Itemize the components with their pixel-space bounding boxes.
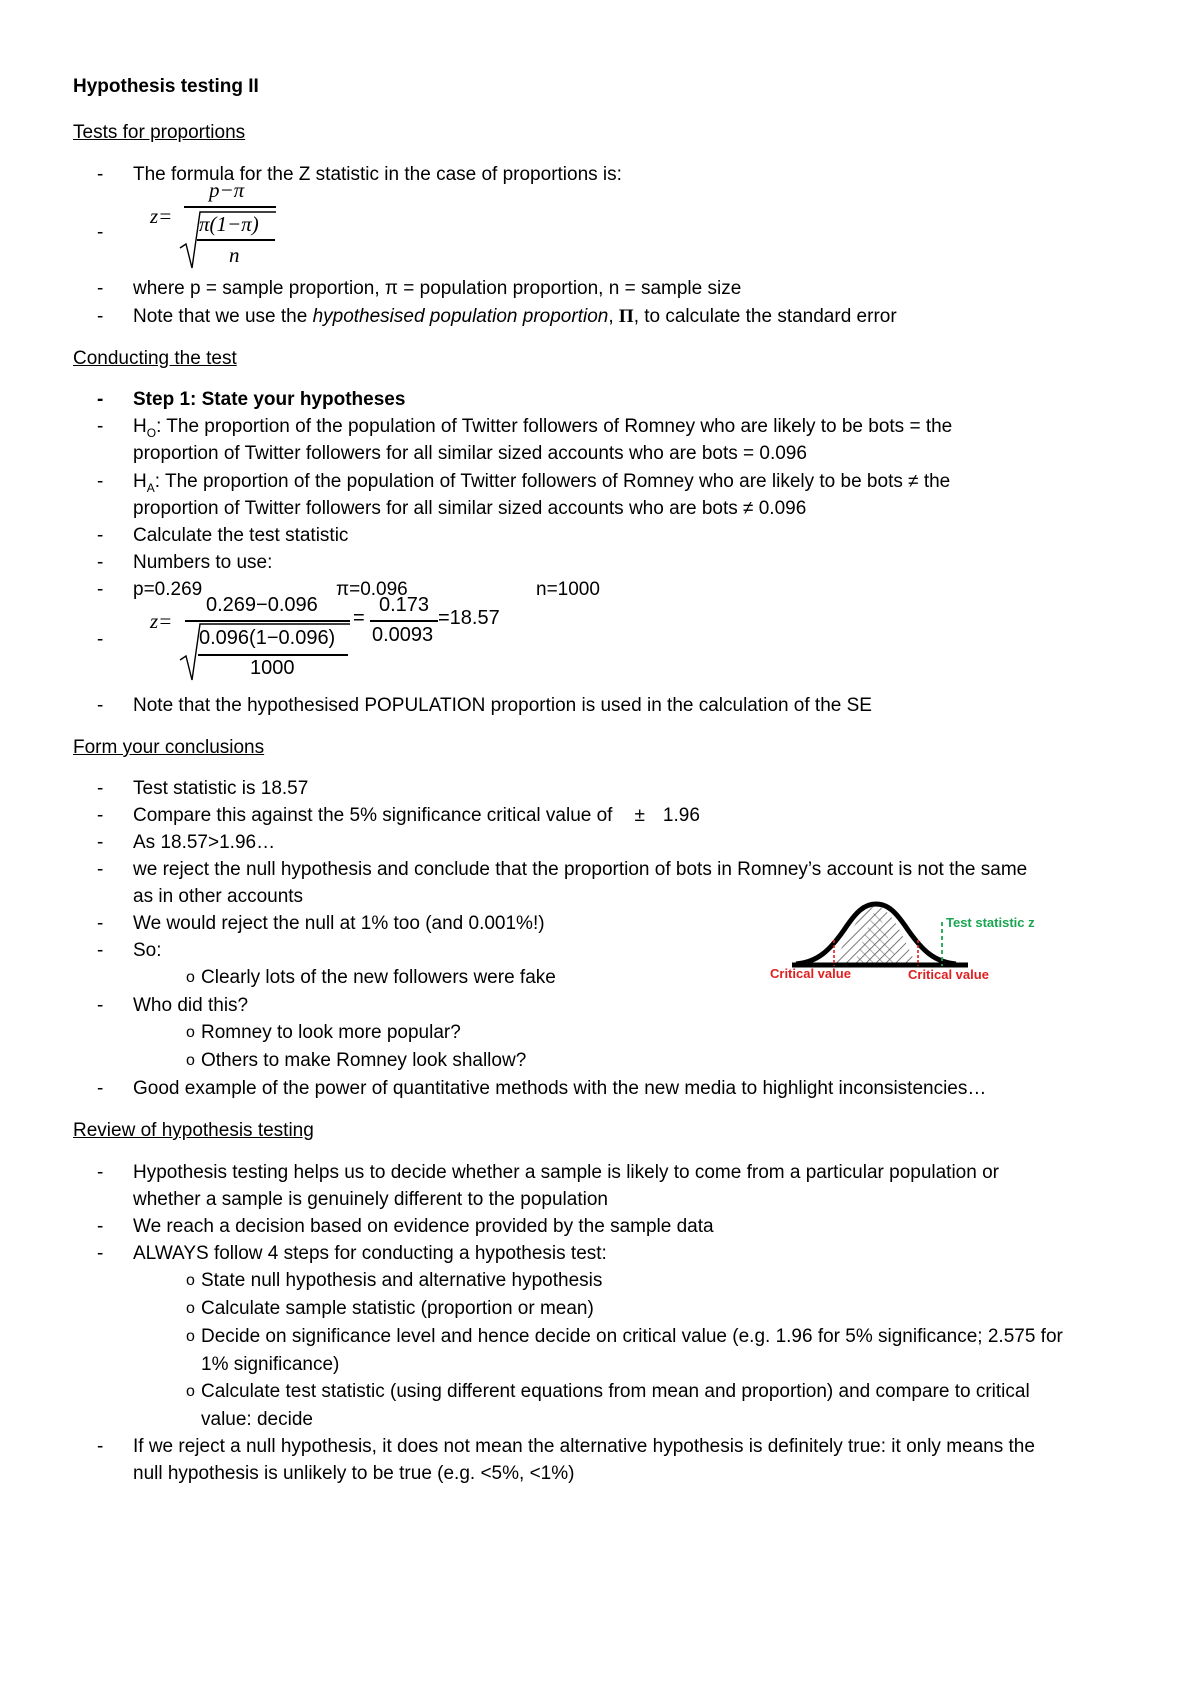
review-step-decide-line1: Decide on significance level and hence decide on critical value (e.g. 1.96 for 5% significance; 2.575 for — [201, 1326, 1063, 1347]
dash-marker: - — [97, 859, 104, 880]
section-heading-conclusions: Form your conclusions — [73, 737, 265, 758]
review-reject-line1: If we reject a null hypothesis, it does not mean the alternative hypothesis is definitely true: it only means the — [133, 1436, 1035, 1457]
formula-intro: The formula for the Z statistic in the case of proportions is: — [133, 164, 622, 185]
review-purpose-line1: Hypothesis testing helps us to decide whether a sample is likely to come from a particular population or — [133, 1162, 999, 1183]
dash-marker: - — [97, 389, 104, 410]
value-p: p=0.269 — [133, 579, 203, 600]
null-hypothesis-line2: proportion of Twitter followers for all similar sized accounts who are bots = 0.096 — [133, 443, 807, 464]
dash-marker: - — [97, 1243, 104, 1264]
conclusion-so: So: — [133, 940, 162, 961]
dash-marker: - — [97, 695, 104, 716]
review-step-calculate: Calculate sample statistic (proportion or mean) — [201, 1298, 594, 1319]
document-title: Hypothesis testing II — [73, 76, 259, 97]
conclusion-test-statistic: Test statistic is 18.57 — [133, 778, 309, 799]
conclusion-who: Who did this? — [133, 995, 249, 1016]
review-purpose-line2: whether a sample is genuinely different to the population — [133, 1189, 608, 1210]
bullet-marker: o — [186, 1052, 195, 1069]
conclusion-compare: Compare this against the 5% significance critical value of ± 1.96 — [133, 805, 700, 826]
null-hypothesis-line1: $H_O$: The proportion of the population of Twitter followers of Romney who are likely to be bots = the — [133, 416, 953, 440]
dash-marker: - — [97, 913, 104, 934]
dash-marker: - — [97, 940, 104, 961]
critical-value-left-label: Critical value — [770, 966, 851, 981]
dash-marker: - — [97, 278, 104, 299]
bullet-marker: o — [186, 1328, 195, 1345]
review-decision: We reach a decision based on evidence provided by the sample data — [133, 1216, 714, 1237]
dash-marker: - — [97, 579, 104, 600]
bullet-marker: o — [186, 1272, 195, 1289]
review-step-compare-line2: value: decide — [201, 1409, 313, 1430]
review-four-steps: ALWAYS follow 4 steps for conducting a hypothesis test: — [133, 1243, 607, 1264]
conclusion-reject-line2: as in other accounts — [133, 886, 304, 907]
dash-marker: - — [97, 629, 104, 650]
dash-marker: - — [97, 1078, 104, 1099]
bullet-marker: o — [186, 1300, 195, 1317]
formula-where: where p = sample proportion, π = population proportion, n = sample size — [133, 278, 742, 299]
conclusion-romney-shallow: Others to make Romney look shallow? — [201, 1050, 527, 1071]
dash-marker: - — [97, 1162, 104, 1183]
dash-marker: - — [97, 471, 104, 492]
dash-marker: - — [97, 1216, 104, 1237]
alt-hypothesis-line1: $H_A$: The proportion of the population of Twitter followers of Romney who are likely to be bots ≠ the — [133, 471, 951, 495]
test-statistic-label: Test statistic z — [946, 915, 1035, 930]
conclusion-one-percent: We would reject the null at 1% too (and 0.001%!) — [133, 913, 545, 934]
review-step-decide-line2: 1% significance) — [201, 1354, 340, 1375]
dash-marker: - — [97, 416, 104, 437]
section-heading-conducting: Conducting the test — [73, 348, 237, 369]
bullet-marker: o — [186, 969, 195, 986]
dash-marker: - — [97, 164, 104, 185]
conclusion-good-example: Good example of the power of quantitative methods with the new media to highlight inconsistencies… — [133, 1078, 987, 1099]
review-step-state: State null hypothesis and alternative hypothesis — [201, 1270, 603, 1291]
calc-test-statistic: Calculate the test statistic — [133, 525, 349, 546]
note-standard-error: Note that we use the hypothesised population proportion, Π, to calculate the standard error — [133, 306, 897, 327]
step1-heading: Step 1: State your hypotheses — [133, 389, 406, 410]
dash-marker: - — [97, 832, 104, 853]
note-population-proportion: Note that the hypothesised POPULATION proportion is used in the calculation of the SE — [133, 695, 872, 716]
critical-value-right-label: Critical value — [908, 967, 989, 982]
bullet-marker: o — [186, 1383, 195, 1400]
conclusion-romney-popular: Romney to look more popular? — [201, 1022, 461, 1043]
dash-marker: - — [97, 778, 104, 799]
conclusion-as: As 18.57>1.96… — [133, 832, 276, 853]
dash-marker: - — [97, 552, 104, 573]
dash-marker: - — [97, 222, 104, 243]
dash-marker: - — [97, 306, 104, 327]
section-heading-proportions: Tests for proportions — [73, 122, 246, 143]
numbers-to-use: Numbers to use: — [133, 552, 273, 573]
review-step-compare-line1: Calculate test statistic (using different equations from mean and proportion) and compare to critical — [201, 1381, 1030, 1402]
dash-marker: - — [97, 525, 104, 546]
conclusion-reject-line1: we reject the null hypothesis and conclude that the proportion of bots in Romney’s account is not the same — [133, 859, 1028, 880]
dash-marker: - — [97, 1436, 104, 1457]
conclusion-fake-followers: Clearly lots of the new followers were fake — [201, 967, 556, 988]
section-heading-review: Review of hypothesis testing — [73, 1120, 314, 1141]
value-n: n=1000 — [536, 579, 600, 600]
alt-hypothesis-line2: proportion of Twitter followers for all similar sized accounts who are bots ≠ 0.096 — [133, 498, 807, 519]
review-reject-line2: null hypothesis is unlikely to be true (e.g. <5%, <1%) — [133, 1463, 575, 1484]
dash-marker: - — [97, 805, 104, 826]
value-pi: π=0.096 — [336, 579, 408, 600]
dash-marker: - — [97, 995, 104, 1016]
bullet-marker: o — [186, 1024, 195, 1041]
document-page: Hypothesis testing II Tests for proportions - The formula for the Z statistic in the case of proportions is: - z= p−π π(1−π) n - where p = sample proportion, π = population proportion, n = sample size - Note that we use the hypothesised population proportion, Π, to calculate the standard error Conducting the test - Step 1: State your hypotheses - $H_O$: The proportion of the population of Twitter followers of Romney who are likely to be bots = the proportion of Twitter followers for all similar sized accounts who are bots = 0.096 - $H_A$: The proportion of the population of Twitter followers of Romney who are likely to be bots ≠ the proportion of Twitter followers for all similar sized accounts who are bots ≠ 0.096 - Calculate the test statistic - Numbers to use: - p=0.269 π=0.096 n=1000 - z= 0.269−0.096 0.096(1−0.096) 1000 = 0.173 0.0093 =18.57 - Note that the hypothesised POPULATION proportion is used in the calculation of the SE Form your conclusions - Test statistic is 18.57 - Compare this against the 5% significance critical value of ± 1.96 - As 18.57>1.96… - we reject the null hypothesis and conclude that the proportion of bots in Romney’s account is not the same as in other accounts - We would reject the null at 1% too (and 0.001%!) - So: o Clearly lots of the new followers were fake - Who did this? o Romney to look more popular? o Others to make Romney look shallow? - Good example of the power of quantitative methods with the new media to highlight inconsistencies… Test statistic z Critical value Critical value Review of hypothesis testing - Hypothesis testing helps us to decide whether a sample is likely to come from a particular population or whether a sample is genuinely different to the population - We reach a decision based on evidence provided by the sample data - ALWAYS follow 4 steps for conducting a hypothesis test: o State null hypothesis and alternative hypothesis o Calculate sample statistic (proportion or mean) o Decide on significance level and hence decide on critical value (e.g. 1.96 for 5% significance; 2.575 for 1% significance) o Calculate test statistic (using different equations from mean and proportion) and compare to critical value: decide - If we reject a null hypothesis, it does not mean the alternative hypothesis is definitely true: it only means the null hypothesis is unlikely to be true (e.g. <5%, <1%) — [73, 76, 1063, 1484]
